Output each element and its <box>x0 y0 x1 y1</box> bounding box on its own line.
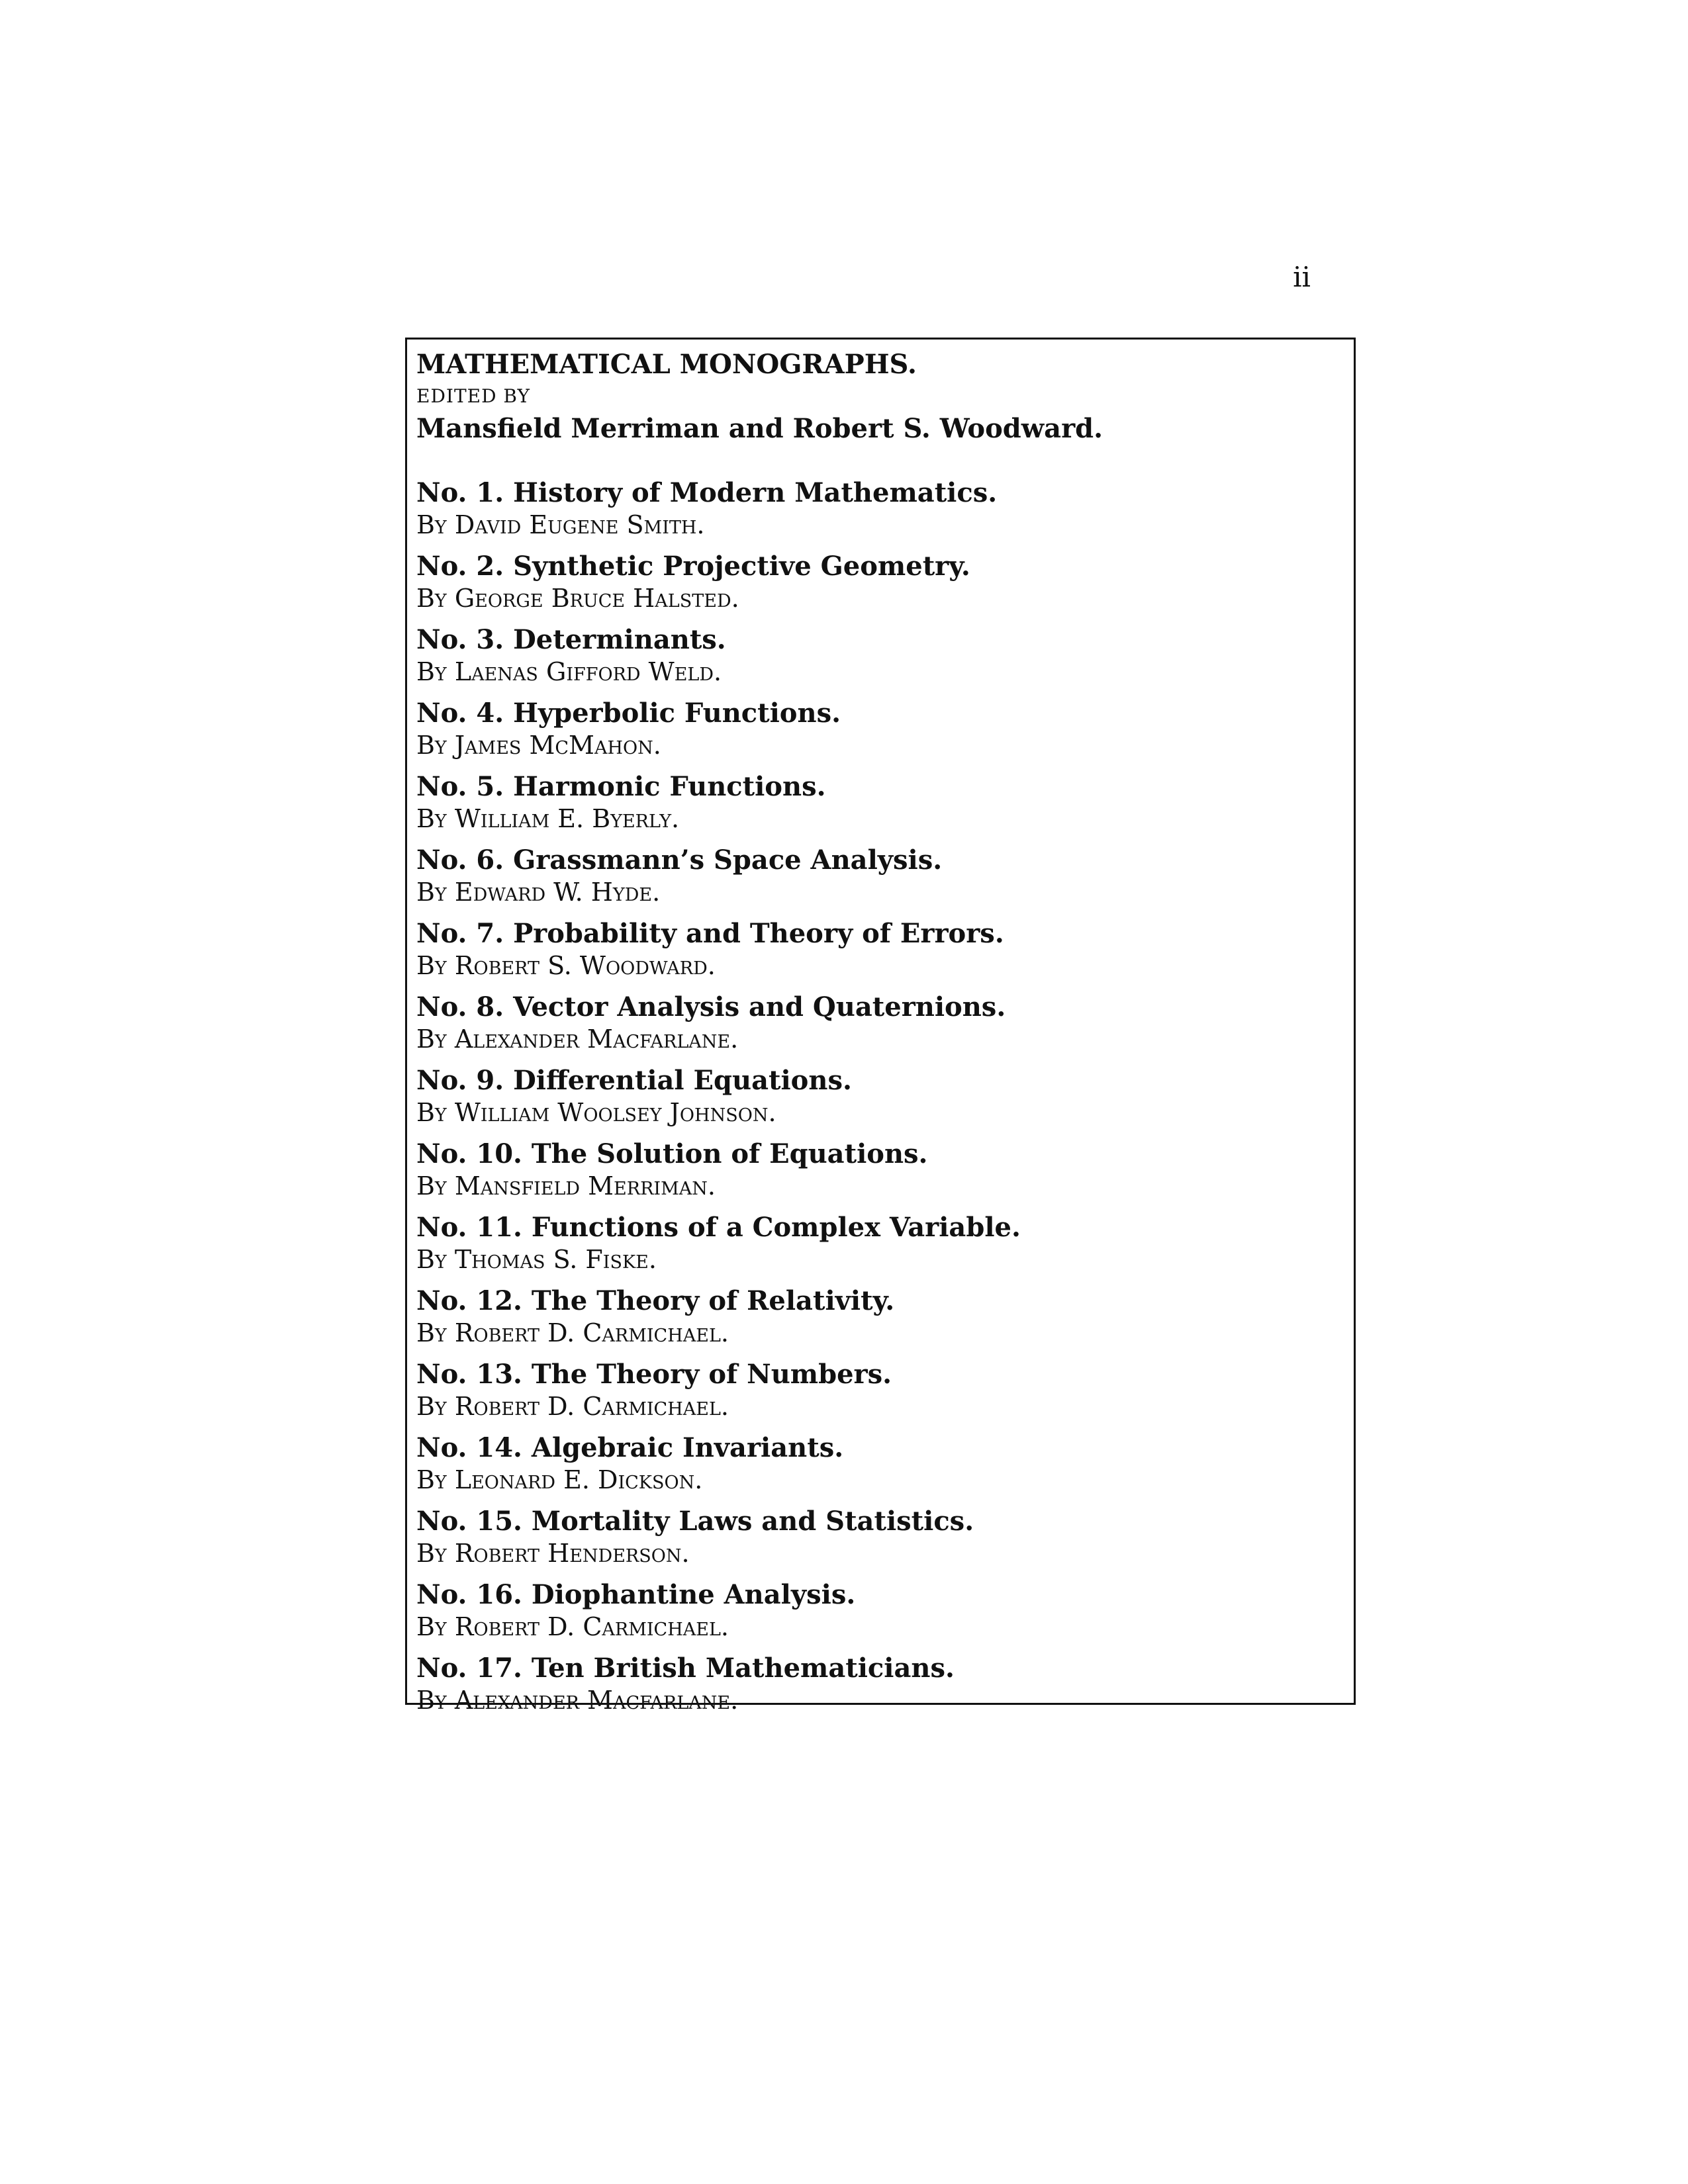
book-title: No. 17. Ten British Mathematicians. <box>416 1653 955 1684</box>
series-title: MATHEMATICAL MONOGRAPHS. <box>416 349 917 380</box>
book-author: By Robert D. Carmichael. <box>416 1612 729 1641</box>
book-author: By Alexander Macfarlane. <box>416 1686 739 1715</box>
book-title: No. 7. Probability and Theory of Errors. <box>416 918 1004 949</box>
book-author: By Laenas Gifford Weld. <box>416 657 722 686</box>
book-title: No. 9. Differential Equations. <box>416 1065 852 1096</box>
book-title: No. 4. Hyperbolic Functions. <box>416 698 841 729</box>
monograph-series-box <box>405 338 1356 1715</box>
book-author: By Leonard E. Dickson. <box>416 1465 703 1494</box>
book-title: No. 5. Harmonic Functions. <box>416 771 826 802</box>
book-title: No. 16. Diophantine Analysis. <box>416 1579 856 1610</box>
book-author: By Robert Henderson. <box>416 1539 690 1568</box>
book-author: By Robert S. Woodward. <box>416 951 716 980</box>
edited-by-label: EDITED BY <box>416 385 530 407</box>
book-title: No. 2. Synthetic Projective Geometry. <box>416 551 970 582</box>
book-title: No. 12. The Theory of Relativity. <box>416 1285 895 1316</box>
book-author: By David Eugene Smith. <box>416 510 705 539</box>
book-author: By George Bruce Halsted. <box>416 584 739 613</box>
book-title: No. 14. Algebraic Invariants. <box>416 1432 844 1463</box>
book-title: No. 15. Mortality Laws and Statistics. <box>416 1506 974 1537</box>
book-title: No. 3. Determinants. <box>416 624 726 655</box>
book-author: By Alexander Macfarlane. <box>416 1024 739 1054</box>
book-author: By William Woolsey Johnson. <box>416 1098 776 1127</box>
series-editors: Mansfield Merriman and Robert S. Woodward. <box>416 413 1103 444</box>
book-title: No. 8. Vector Analysis and Quaternions. <box>416 991 1006 1023</box>
book-author: By Robert D. Carmichael. <box>416 1392 729 1421</box>
book-author: By Edward W. Hyde. <box>416 878 661 907</box>
book-title: No. 1. History of Modern Mathematics. <box>416 477 998 508</box>
book-title: No. 11. Functions of a Complex Variable. <box>416 1212 1021 1243</box>
book-author: By William E. Byerly. <box>416 804 680 833</box>
book-author: By Robert D. Carmichael. <box>416 1318 729 1347</box>
book-title: No. 6. Grassmann’s Space Analysis. <box>416 844 943 876</box>
book-author: By James McMahon. <box>416 731 661 760</box>
book-title: No. 13. The Theory of Numbers. <box>416 1359 892 1390</box>
book-author: By Mansfield Merriman. <box>416 1171 716 1201</box>
page-number: ii <box>1293 261 1311 293</box>
book-title: No. 10. The Solution of Equations. <box>416 1138 928 1169</box>
book-author: By Thomas S. Fiske. <box>416 1245 657 1274</box>
